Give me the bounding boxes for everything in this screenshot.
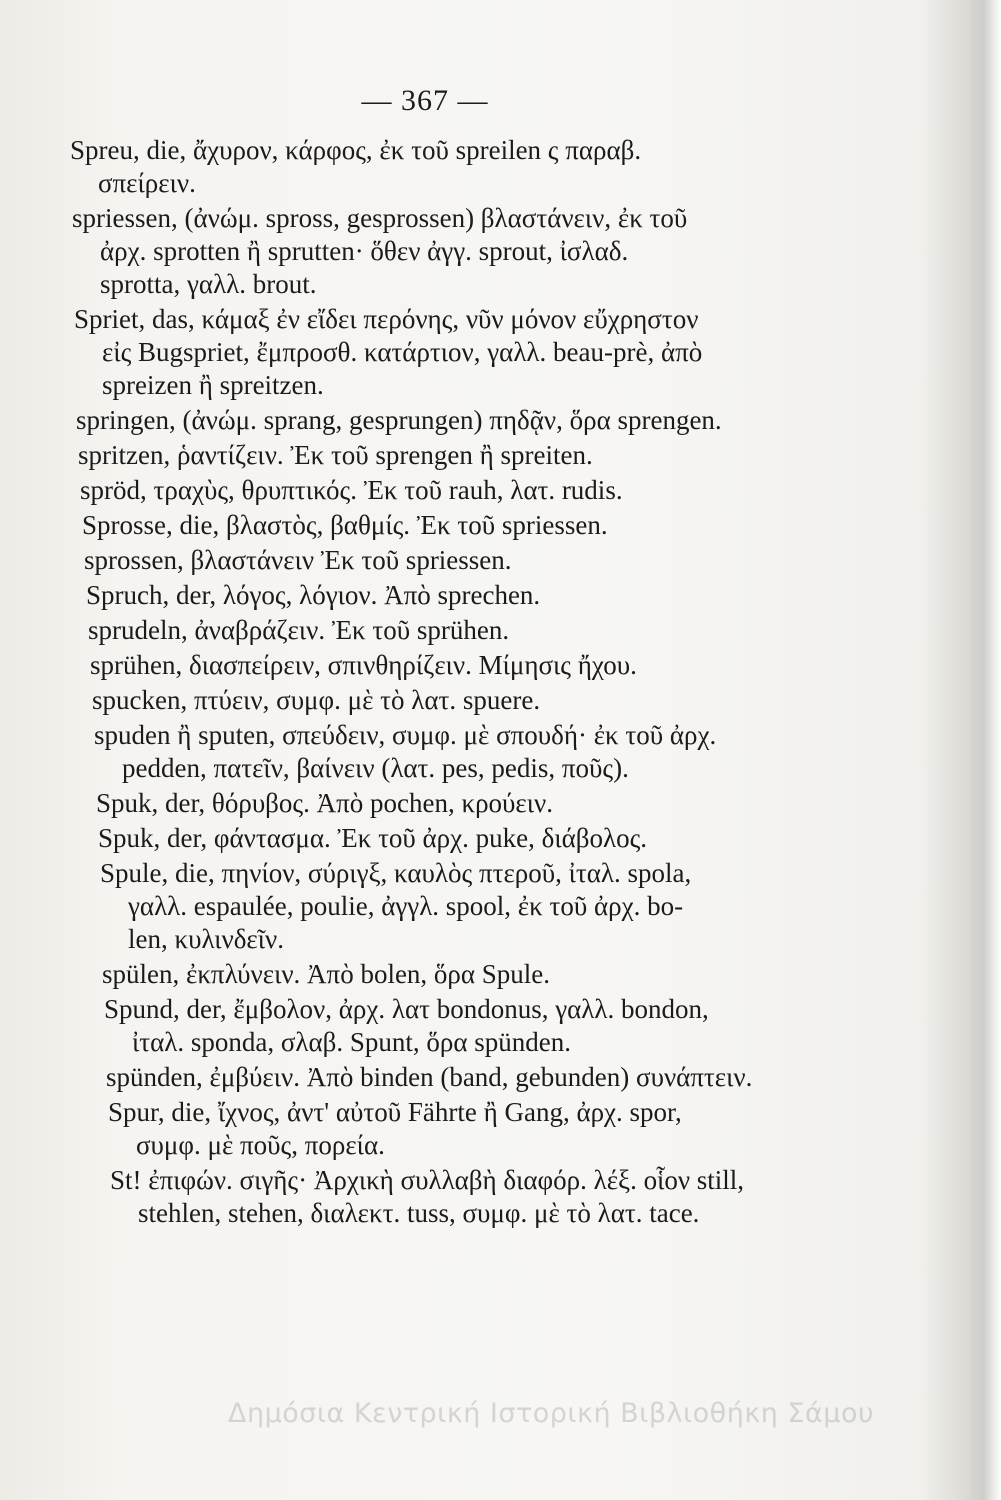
dictionary-entry	[106, 1061, 840, 1094]
entry-continuation: ἀρχ. sprotten ἢ sprutten· ὅθεν ἀγγ. sprout, ἰσλαδ.	[100, 236, 629, 266]
entry-headline: spülen, ἐκπλύνειν. Ἀπὸ bolen, ὅρα Spule.	[102, 959, 551, 989]
entry-headline: Spund, der, ἔμβολον, ἀρχ. λατ bondonus, γαλλ. bondon,	[104, 994, 709, 1024]
entry-continuation: ἰταλ. sponda, σλαβ. Spunt, ὅρα spünden.	[132, 1027, 572, 1057]
entry-headline: springen, (ἀνώμ. sprang, gesprungen) πηδᾷν, ὅρα sprengen.	[76, 405, 722, 435]
dictionary-entry	[86, 579, 840, 612]
dictionary-entry	[102, 958, 840, 991]
entry-headline: Spruch, der, λόγος, λόγιον. Ἀπὸ sprechen.	[86, 580, 541, 610]
entry-continuation: σπείρειν.	[98, 168, 196, 198]
entry-headline: Spur, die, ἴχνος, ἀντ' αὐτοῦ Fährte ἢ Gang, ἀρχ. spor,	[108, 1097, 682, 1127]
dictionary-entry	[110, 1164, 840, 1230]
entry-headline: spünden, ἐμβύειν. Ἀπὸ binden (band, gebunden) συνάπτειν.	[106, 1062, 753, 1092]
page-number: — 367 —	[361, 84, 489, 117]
entry-continuation: εἰς Bugspriet, ἔμπροσθ. κατάρτιον, γαλλ. beau-prè, ἀπὸ	[102, 337, 703, 367]
dictionary-entry	[74, 303, 840, 402]
dictionary-entry	[96, 787, 840, 820]
dictionary-entry	[70, 134, 840, 200]
dictionary-entry	[90, 649, 840, 682]
entry-headline: sprühen, διασπείρειν, σπινθηρίζειν. Μίμησις ἤχου.	[90, 650, 637, 680]
entry-continuation: len, κυλινδεῖν.	[128, 924, 284, 954]
dictionary-entry	[100, 857, 840, 956]
entry-headline: spuden ἢ sputen, σπεύδειν, συμφ. μὲ σπουδή· ἐκ τοῦ ἀρχ.	[94, 720, 717, 750]
dictionary-entry	[104, 993, 840, 1059]
dictionary-entry	[82, 509, 840, 542]
entry-headline: Spreu, die, ἄχυρον, κάρφος, ἐκ τοῦ spreilen ς παραβ.	[70, 135, 642, 165]
entry-continuation: stehlen, stehen, διαλεκτ. tuss, συμφ. μὲ τὸ λατ. tace.	[138, 1198, 700, 1228]
entry-headline: Spuk, der, φάντασμα. Ἐκ τοῦ ἀρχ. puke, διάβολος.	[98, 823, 648, 853]
dictionary-entries	[70, 134, 840, 1232]
entry-headline: sprudeln, ἀναβράζειν. Ἐκ τοῦ sprühen.	[88, 615, 510, 645]
entry-continuation: γαλλ. espaulée, poulie, ἀγγλ. spool, ἐκ τοῦ ἀρχ. bo-	[128, 891, 684, 921]
binding-shadow	[969, 0, 1001, 1500]
entry-headline: Spule, die, πηνίον, σύριγξ, καυλὸς πτεροῦ, ἰταλ. spola,	[100, 858, 692, 888]
entry-continuation: sprotta, γαλλ. brout.	[100, 269, 317, 299]
entry-continuation: spreizen ἢ spreitzen.	[102, 370, 324, 400]
dictionary-entry	[80, 474, 840, 507]
entry-headline: spriessen, (ἀνώμ. spross, gesprossen) βλαστάνειν, ἐκ τοῦ	[72, 203, 688, 233]
entry-continuation: pedden, πατεῖν, βαίνειν (λατ. pes, pedis, ποῦς).	[122, 753, 629, 783]
entry-headline: Spuk, der, θόρυβος. Ἀπὸ pochen, κρούειν.	[96, 788, 553, 818]
entry-headline: spucken, πτύειν, συμφ. μὲ τὸ λατ. spuere.	[92, 685, 541, 715]
dictionary-entry	[94, 719, 840, 785]
library-watermark: Δημόσια Κεντρική Ιστορική Βιβλιοθήκη Σάμου	[228, 1398, 875, 1429]
dictionary-entry	[98, 822, 840, 855]
dictionary-entry	[76, 404, 840, 437]
dictionary-entry	[78, 439, 840, 472]
dictionary-entry	[92, 684, 840, 717]
entry-headline: sprossen, βλαστάνειν Ἐκ τοῦ spriessen.	[84, 545, 512, 575]
entry-headline: Sprosse, die, βλαστὸς, βαθμίς. Ἐκ τοῦ spriessen.	[82, 510, 608, 540]
dictionary-entry	[72, 202, 840, 301]
entry-headline: spröd, τραχὺς, θρυπτικός. Ἐκ τοῦ rauh, λατ. rudis.	[80, 475, 623, 505]
entry-continuation: συμφ. μὲ ποῦς, πορεία.	[136, 1130, 385, 1160]
entry-headline: spritzen, ῥαντίζειν. Ἐκ τοῦ sprengen ἢ spreiten.	[78, 440, 593, 470]
entry-headline: Spriet, das, κάμαξ ἐν εἴδει περόνης, νῦν μόνον εὔχρηστον	[74, 304, 699, 334]
dictionary-entry	[88, 614, 840, 647]
dictionary-entry	[108, 1096, 840, 1162]
entry-headline: St! ἐπιφών. σιγῆς· Ἀρχικὴ συλλαβὴ διαφόρ. λέξ. οἷον still,	[110, 1165, 745, 1195]
dictionary-entry	[84, 544, 840, 577]
